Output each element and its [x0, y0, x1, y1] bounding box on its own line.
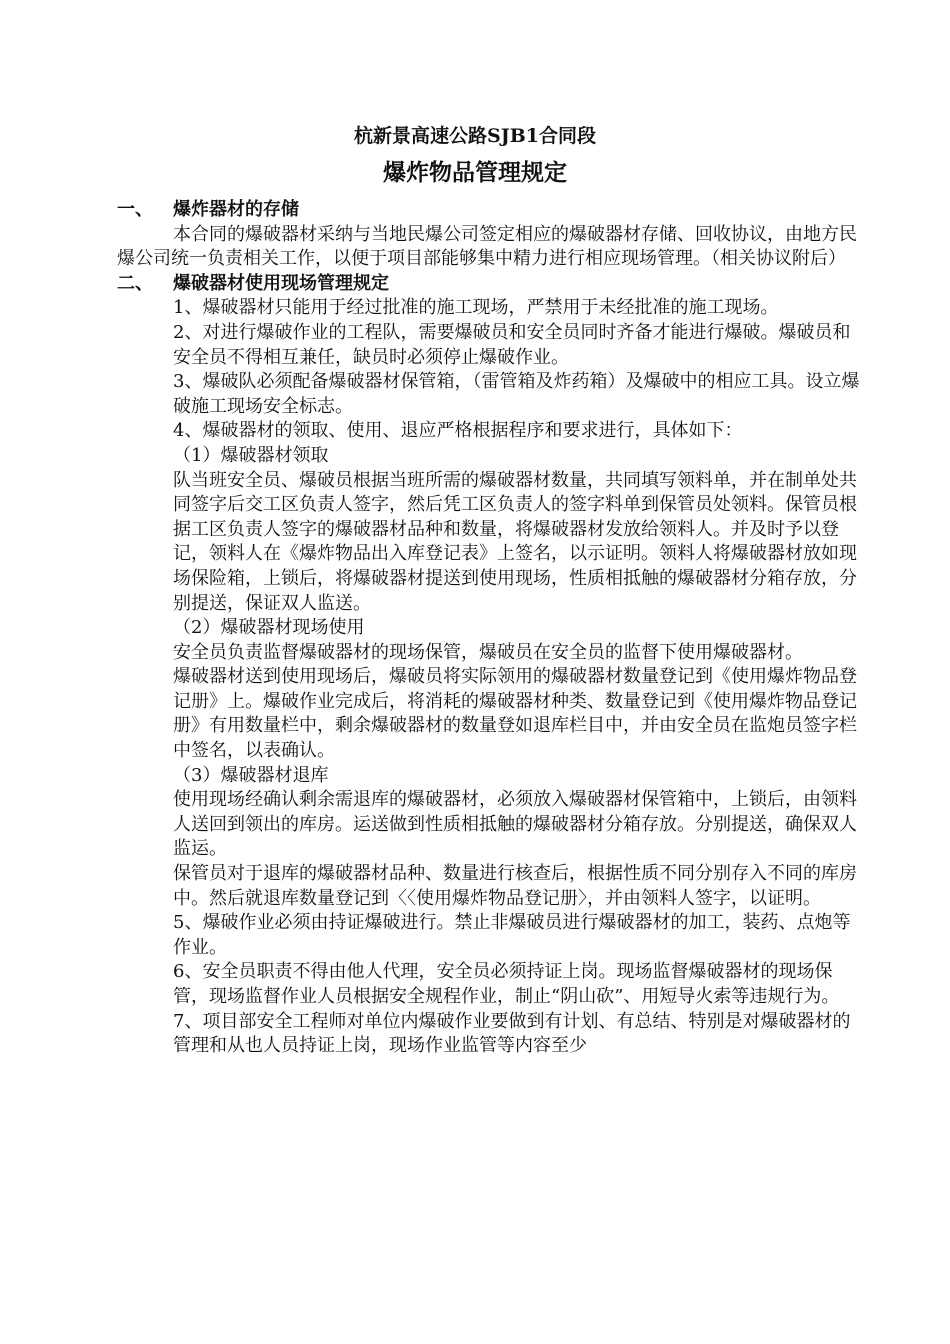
section2-item-7: 7、项目部安全工程师对单位内爆破作业要做到有计划、有总结、特别是对爆破器材的管理和从也人员持证上岗，现场作业监管等内容至少: [173, 1010, 851, 1057]
subsection-2-paragraph-2: 爆破器材送到使用现场后，爆破员将实际领用的爆破器材数量登记到《使用爆炸物品登记册》上。爆破作业完成后，将消耗的爆破器材种类、数量登记到《使用爆炸物品登记册》有用数量栏中，剩余爆破器材的数量登如退库栏目中，并由安全员在监炮员签字栏中签名，以表确认。: [173, 666, 857, 762]
section1-heading: [117, 198, 865, 223]
section2-item-6: 6、安全员职责不得由他人代理，安全员必须持证上岗。现场监督爆破器材的现场保管，现场监督作业人员根据安全规程作业，制止“阴山砍”、用短导火索等违规行为。: [173, 961, 840, 1007]
section1-paragraph: 本合同的爆破器材采纳与当地民爆公司签定相应的爆破器材存储、回收协议，由地方民爆公司统一负责相关工作，以便于项目部能够集中精力进行相应现场管理。（相关协议附后）: [117, 223, 857, 270]
section2-item-1: 1、爆破器材只能用于经过批准的施工现场，严禁用于未经批准的施工现场。: [173, 297, 779, 319]
document-title-line2: 爆炸物品管理规定: [383, 159, 567, 186]
subsection-3-paragraph-1: 使用现场经确认剩余需退库的爆破器材，必须放入爆破器材保管箱中，上锁后，由领料人送回到领出的库房。运送做到性质相抵触的爆破器材分箱存放。分别提送，确保双人监运。: [173, 789, 857, 860]
subsection-2-title: （2）爆破器材现场使用: [173, 617, 365, 639]
section2-item-3: 3、爆破队必须配备爆破器材保管箱，（雷管箱及炸药箱）及爆破中的相应工具。设立爆破施工现场安全标志。: [173, 371, 860, 417]
subsection-2-paragraph-1: 安全员负责监督爆破器材的现场保管，爆破员在安全员的监督下使用爆破器材。: [173, 641, 803, 663]
section1-number: 一、: [117, 199, 153, 220]
section2-item-2: 2、对进行爆破作业的工程队，需要爆破员和安全员同时齐备才能进行爆破。爆破员和安全员不得相互兼任，缺员时必须停止爆破作业。: [173, 321, 851, 368]
section1-heading-text: 爆炸器材的存储: [173, 199, 299, 220]
section2-heading-text: 爆破器材使用现场管理规定: [173, 272, 389, 294]
section2-item-4: 4、爆破器材的领取、使用、退应严格根据程序和要求进行，具体如下：: [173, 420, 743, 442]
section2-item-5: 5、爆破作业必须由持证爆破进行。禁止非爆破员进行爆破器材的加工，装药、点炮等作业。: [173, 912, 851, 958]
section2-heading: [117, 272, 865, 297]
document-body: [117, 198, 865, 1059]
document-title-line1: 杭新景高速公路SJB1合同段: [354, 125, 596, 147]
subsection-3-paragraph-2: 保管员对于退库的爆破器材品种、数量进行核查后，根据性质不同分别存入不同的库房中。然后就退库数量登记到〈〈使用爆炸物品登记册〉，并由领料人签字，以证明。: [173, 863, 857, 909]
subsection-3-title: （3）爆破器材退库: [173, 764, 329, 786]
subsection-1-title: （1）爆破器材领取: [173, 444, 329, 466]
subsection-1-paragraph: 队当班安全员、爆破员根据当班所需的爆破器材数量，共同填写领料单，并在制单处共同签字后交工区负责人签字，然后凭工区负责人的签字料单到保管员处领料。保管员根据工区负责人签字的爆破器材品种和数量，将爆破器材发放给领料人。并及时予以登记，领料人在《爆炸物品出入库登记表》上签名，以示证明。领料人将爆破器材放如现场保险箱，上锁后，将爆破器材提送到使用现场，性质相抵触的爆破器材分箱存放，分别提送，保证双人监送。: [173, 469, 857, 614]
section2-number: 二、: [117, 272, 153, 294]
